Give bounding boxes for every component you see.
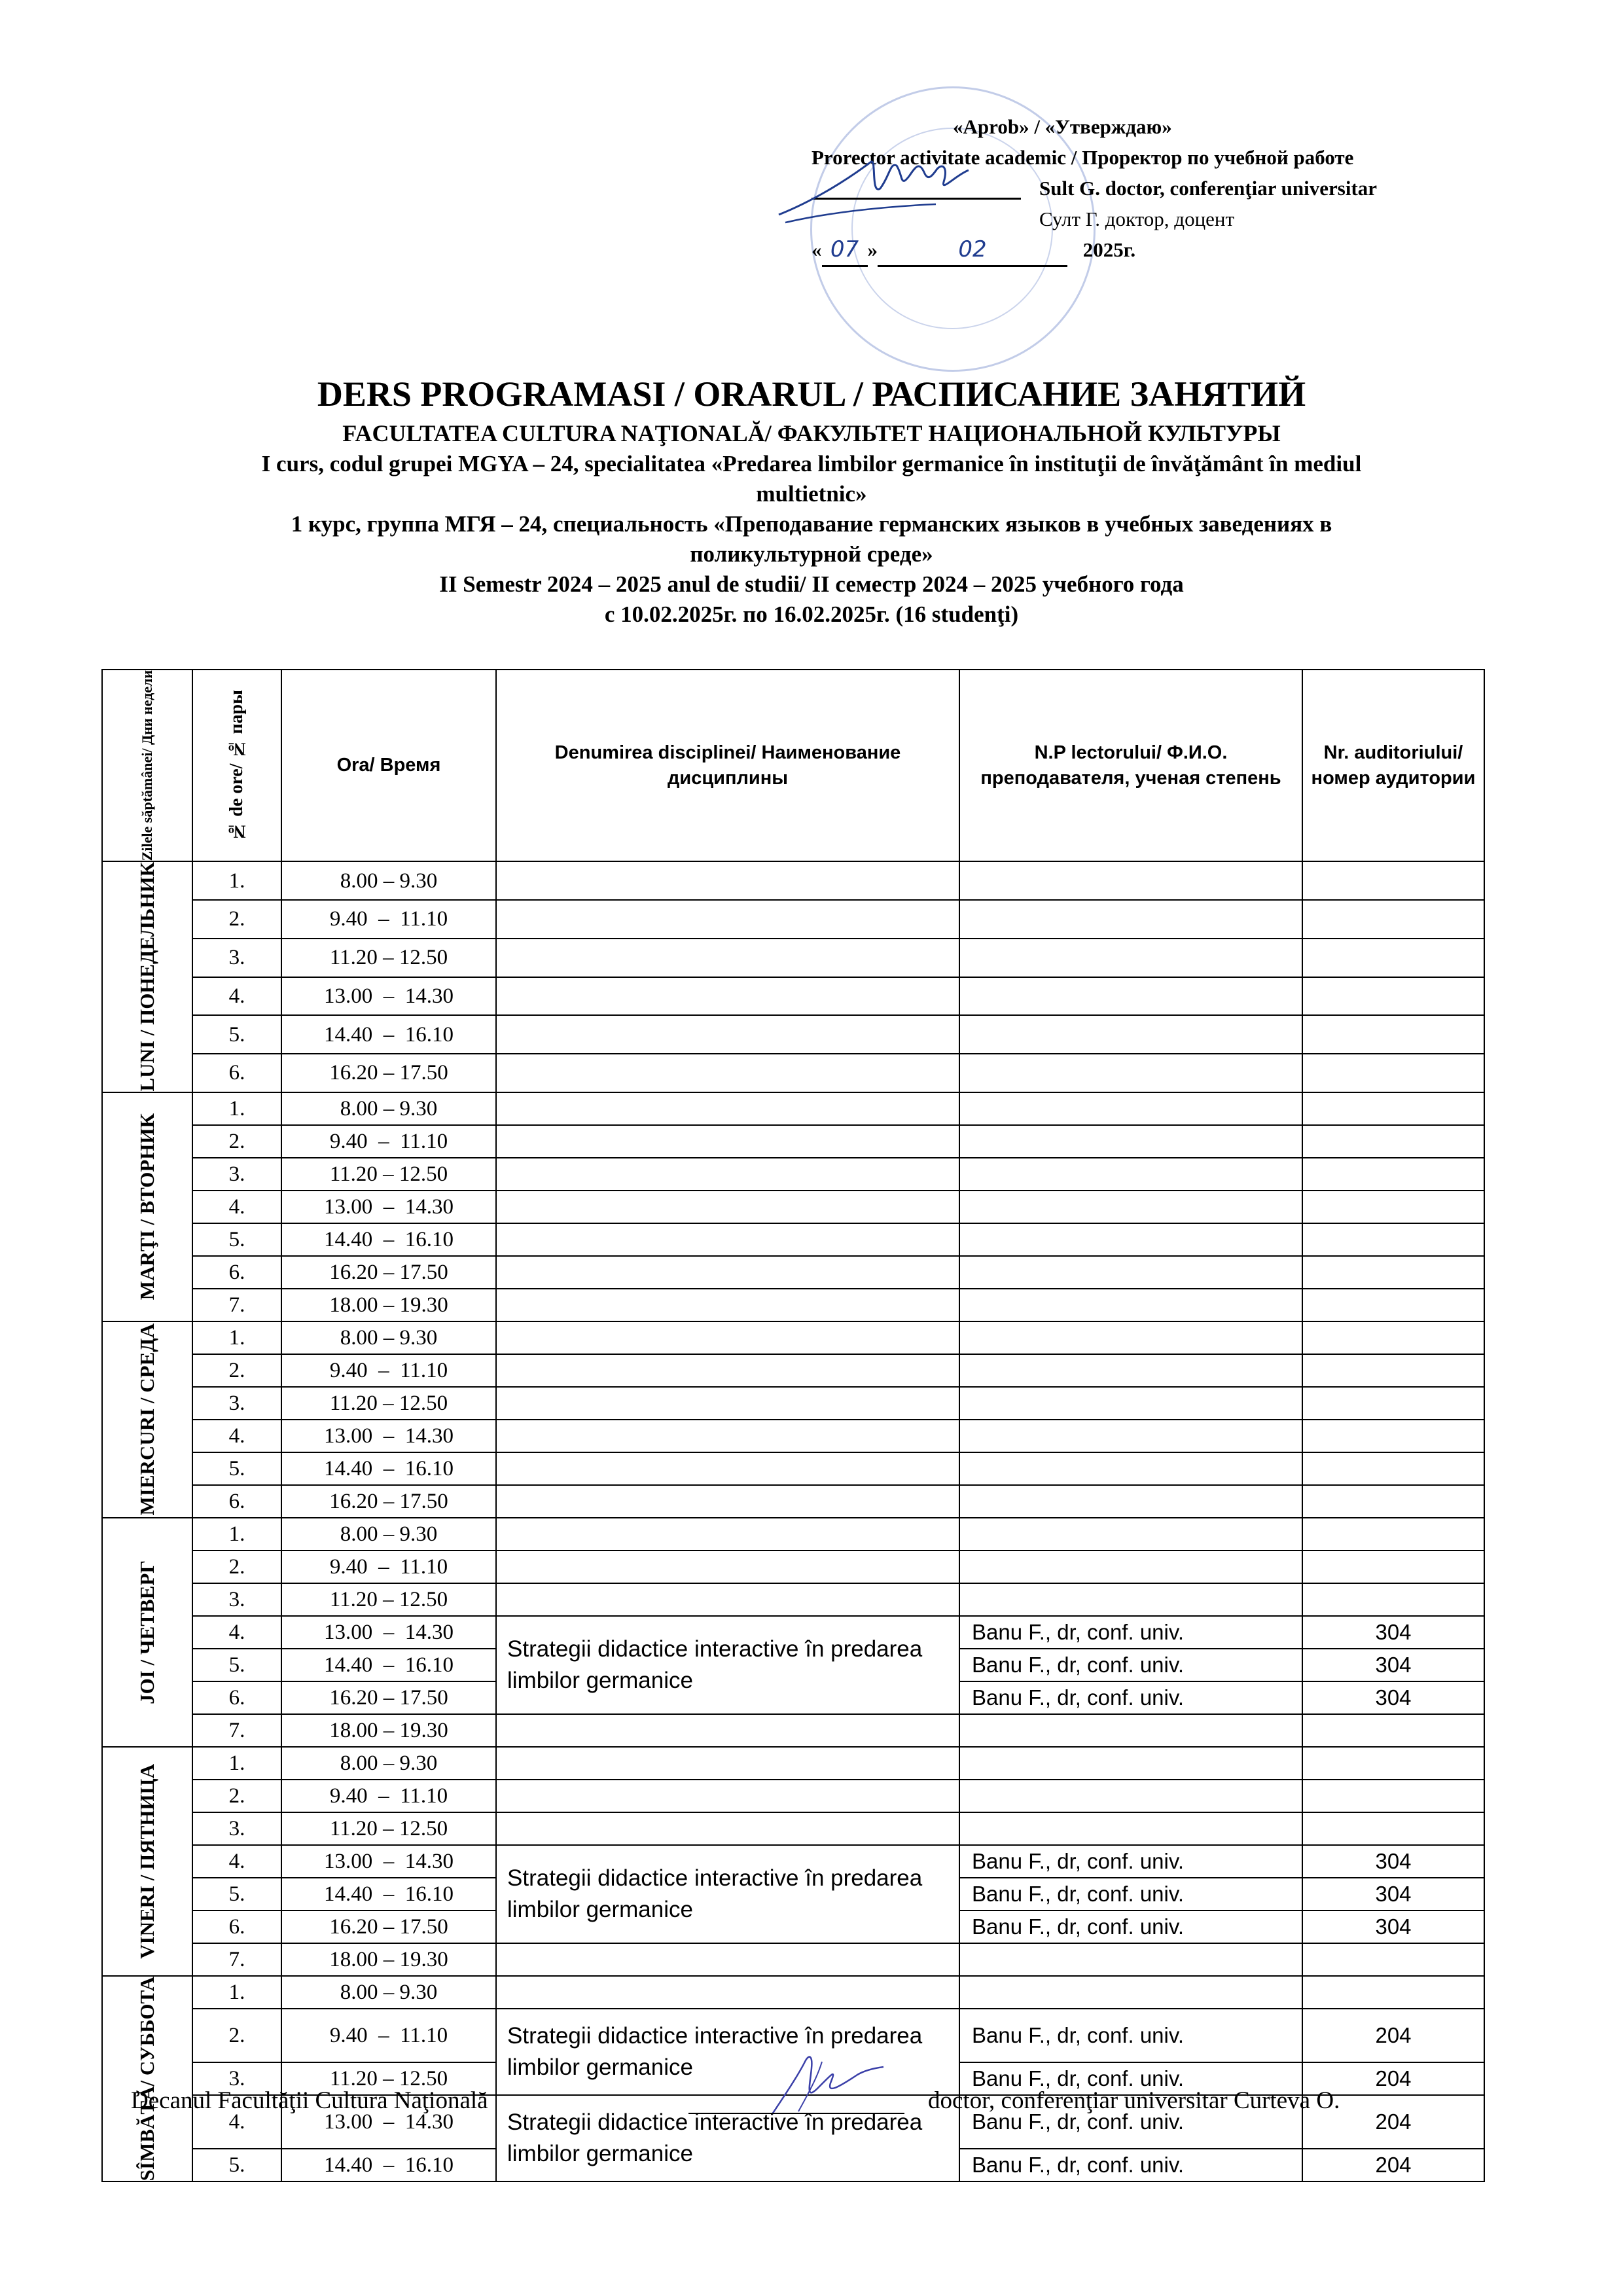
room-cell: 304: [1302, 1878, 1484, 1910]
slot-number: 5.: [192, 1649, 281, 1681]
discipline-cell: [496, 1583, 959, 1616]
document-title: DERS PROGRAMASI / ORARUL / РАСПИСАНИЕ ЗАНЯТИЙ: [317, 374, 1306, 414]
room-cell: [1302, 1191, 1484, 1223]
table-row: [102, 1015, 1484, 1054]
document-header: [98, 370, 1525, 630]
room-cell: [1302, 1125, 1484, 1158]
discipline-cell: [496, 1812, 959, 1845]
table-row: [102, 1518, 1484, 1551]
lecturer-cell: [959, 1812, 1302, 1845]
day-cell: [102, 1747, 192, 1976]
room-cell: [1302, 939, 1484, 977]
slot-number: 2.: [192, 1551, 281, 1583]
table-row: [102, 1321, 1484, 1354]
day-cell: [102, 861, 192, 1092]
day-cell: [102, 1321, 192, 1518]
discipline-cell: [496, 1054, 959, 1092]
slot-time: 16.20 – 17.50: [281, 1054, 496, 1092]
dean-label: Decanul Facultăţii Cultura Naţională: [131, 2087, 488, 2114]
slot-time: 14.40 – 16.10: [281, 1015, 496, 1054]
slot-number: 3.: [192, 1387, 281, 1420]
room-cell: [1302, 1321, 1484, 1354]
slot-time: 8.00 – 9.30: [281, 1321, 496, 1354]
slot-number: 5.: [192, 1015, 281, 1054]
date-quote-open: «: [812, 238, 822, 261]
col-header-room: Nr. auditoriului/ номер аудитории: [1302, 670, 1484, 861]
lecturer-cell: [959, 977, 1302, 1016]
slot-number: 3.: [192, 1583, 281, 1616]
discipline-cell: [496, 1452, 959, 1485]
prorector-name-ru: Султ Г. доктор, доцент: [1039, 207, 1235, 230]
discipline-cell: Strategii didactice interactive în predarea limbilor germanice: [496, 1845, 959, 1943]
slot-time: 14.40 – 16.10: [281, 1649, 496, 1681]
slot-time: 13.00 – 14.30: [281, 2095, 496, 2149]
slot-number: 1.: [192, 861, 281, 900]
room-cell: [1302, 1812, 1484, 1845]
slot-number: 4.: [192, 1845, 281, 1878]
discipline-cell: [496, 1387, 959, 1420]
col-header-discipline: Denumirea disciplinei/ Наименование дисциплины: [496, 670, 959, 861]
col-header-number: № de ore/ № пары: [192, 670, 281, 861]
slot-time: 14.40 – 16.10: [281, 2149, 496, 2181]
table-row: [102, 1125, 1484, 1158]
slot-time: 11.20 – 12.50: [281, 1158, 496, 1191]
discipline-cell: [496, 1943, 959, 1976]
slot-number: 5.: [192, 1223, 281, 1256]
room-cell: [1302, 861, 1484, 900]
room-cell: [1302, 1780, 1484, 1812]
dean-signature-line: [688, 2113, 904, 2114]
lecturer-cell: [959, 1780, 1302, 1812]
room-cell: [1302, 977, 1484, 1016]
room-cell: 204: [1302, 2009, 1484, 2062]
slot-number: 1.: [192, 1092, 281, 1125]
discipline-cell: [496, 1321, 959, 1354]
date-year: 2025г.: [1082, 238, 1136, 261]
col-header-day: Zilele săptămânei/ Дни недели: [102, 670, 192, 861]
slot-number: 4.: [192, 2095, 281, 2149]
table-row: [102, 1289, 1484, 1321]
day-name: MIERCURI / СРЕДА: [135, 1323, 158, 1516]
table-row: [102, 861, 1484, 900]
lecturer-cell: [959, 1452, 1302, 1485]
lecturer-cell: [959, 1054, 1302, 1092]
table-row: [102, 1780, 1484, 1812]
slot-number: 3.: [192, 1158, 281, 1191]
slot-time: 16.20 – 17.50: [281, 1681, 496, 1714]
date-day-field: [822, 234, 868, 267]
slot-number: 2.: [192, 1125, 281, 1158]
lecturer-cell: [959, 1518, 1302, 1551]
slot-time: 14.40 – 16.10: [281, 1452, 496, 1485]
slot-number: 3.: [192, 2062, 281, 2095]
slot-number: 3.: [192, 1812, 281, 1845]
slot-number: 3.: [192, 939, 281, 977]
discipline-cell: [496, 1420, 959, 1452]
lecturer-cell: Banu F., dr, conf. univ.: [959, 2095, 1302, 2149]
date-quote-close: »: [867, 238, 878, 261]
room-cell: 204: [1302, 2062, 1484, 2095]
slot-number: 1.: [192, 1976, 281, 2009]
room-cell: [1302, 1158, 1484, 1191]
prorector-name-ro: [812, 173, 1486, 204]
lecturer-cell: [959, 1015, 1302, 1054]
lecturer-cell: Banu F., dr, conf. univ.: [959, 2009, 1302, 2062]
slot-time: 11.20 – 12.50: [281, 1583, 496, 1616]
date-day: 07: [830, 236, 859, 262]
slot-number: 1.: [192, 1747, 281, 1780]
room-cell: [1302, 1943, 1484, 1976]
slot-number: 2.: [192, 900, 281, 939]
slot-time: 16.20 – 17.50: [281, 1256, 496, 1289]
slot-time: 13.00 – 14.30: [281, 1191, 496, 1223]
discipline-cell: [496, 1518, 959, 1551]
lecturer-cell: Banu F., dr, conf. univ.: [959, 2062, 1302, 2095]
slot-time: 13.00 – 14.30: [281, 977, 496, 1016]
slot-time: 14.40 – 16.10: [281, 1878, 496, 1910]
discipline-cell: [496, 1780, 959, 1812]
approval-date: [812, 234, 1486, 267]
lecturer-cell: [959, 1583, 1302, 1616]
slot-time: 8.00 – 9.30: [281, 1518, 496, 1551]
lecturer-cell: [959, 1092, 1302, 1125]
slot-number: 1.: [192, 1321, 281, 1354]
lecturer-cell: Banu F., dr, conf. univ.: [959, 1616, 1302, 1649]
slot-number: 7.: [192, 1289, 281, 1321]
table-row: [102, 1092, 1484, 1125]
room-cell: [1302, 1354, 1484, 1387]
day-cell: [102, 1976, 192, 2181]
lecturer-cell: [959, 1485, 1302, 1518]
room-cell: [1302, 900, 1484, 939]
slot-time: 11.20 – 12.50: [281, 1387, 496, 1420]
lecturer-cell: [959, 1551, 1302, 1583]
group-ro-line1: I curs, codul grupei MGYA – 24, specialitatea «Predarea limbilor germanice în instituţii de învăţământ în mediul: [261, 451, 1362, 476]
table-row: [102, 977, 1484, 1016]
lecturer-cell: [959, 900, 1302, 939]
slot-time: 16.20 – 17.50: [281, 1910, 496, 1943]
discipline-cell: Strategii didactice interactive în predarea limbilor germanice: [496, 2009, 959, 2095]
table-row: [102, 1485, 1484, 1518]
room-cell: 304: [1302, 1910, 1484, 1943]
room-cell: 304: [1302, 1681, 1484, 1714]
table-row: [102, 1387, 1484, 1420]
slot-number: 5.: [192, 1452, 281, 1485]
discipline-cell: [496, 977, 959, 1016]
lecturer-cell: [959, 1289, 1302, 1321]
slot-number: 6.: [192, 1681, 281, 1714]
dean-signature: [759, 2049, 890, 2121]
discipline-cell: [496, 1289, 959, 1321]
room-cell: [1302, 1054, 1484, 1092]
discipline-cell: [496, 900, 959, 939]
room-cell: 304: [1302, 1649, 1484, 1681]
room-cell: [1302, 1452, 1484, 1485]
discipline-cell: [496, 939, 959, 977]
slot-time: 8.00 – 9.30: [281, 1976, 496, 2009]
slot-number: 4.: [192, 1420, 281, 1452]
table-row: [102, 1812, 1484, 1845]
prorector-name-ro-text: Sult G. doctor, conferenţiar universitar: [1039, 177, 1378, 200]
table-row: [102, 1191, 1484, 1223]
lecturer-cell: Banu F., dr, conf. univ.: [959, 1910, 1302, 1943]
table-row: [102, 1551, 1484, 1583]
slot-time: 9.40 – 11.10: [281, 1354, 496, 1387]
discipline-cell: Strategii didactice interactive în predarea limbilor germanice: [496, 1616, 959, 1714]
slot-number: 6.: [192, 1256, 281, 1289]
slot-number: 2.: [192, 1354, 281, 1387]
approval-block: [812, 111, 1486, 267]
discipline-cell: [496, 1223, 959, 1256]
date-month-field: [878, 234, 1067, 267]
room-cell: 304: [1302, 1845, 1484, 1878]
lecturer-cell: Banu F., dr, conf. univ.: [959, 1878, 1302, 1910]
semester: II Semestr 2024 – 2025 anul de studii/ II семестр 2024 – 2025 учебного года: [439, 571, 1184, 597]
discipline-cell: [496, 1015, 959, 1054]
approve-label: «Aprob» / «Утверждаю»: [953, 115, 1172, 138]
slot-number: 4.: [192, 977, 281, 1016]
day-name: SÎMBĂTĂ/ СУББОТА: [135, 1976, 158, 2181]
slot-time: 13.00 – 14.30: [281, 1420, 496, 1452]
table-row: [102, 900, 1484, 939]
table-row: [102, 1256, 1484, 1289]
lecturer-cell: [959, 1223, 1302, 1256]
table-row: [102, 1054, 1484, 1092]
slot-number: 4.: [192, 1191, 281, 1223]
discipline-cell: [496, 1125, 959, 1158]
slot-number: 7.: [192, 1714, 281, 1747]
room-cell: [1302, 1387, 1484, 1420]
slot-time: 13.00 – 14.30: [281, 1616, 496, 1649]
group-ru-line2: поликультурной среде»: [690, 541, 933, 567]
lecturer-cell: [959, 1387, 1302, 1420]
lecturer-cell: [959, 1191, 1302, 1223]
room-cell: [1302, 1714, 1484, 1747]
lecturer-cell: [959, 1256, 1302, 1289]
slot-time: 9.40 – 11.10: [281, 1551, 496, 1583]
dean-name: doctor, conferenţiar universitar Curteva O.: [928, 2087, 1340, 2114]
slot-number: 2.: [192, 2009, 281, 2062]
discipline-cell: [496, 1354, 959, 1387]
faculty-name: FACULTATEA CULTURA NAŢIONALĂ/ ФАКУЛЬТЕТ НАЦИОНАЛЬНОЙ КУЛЬТУРЫ: [342, 420, 1281, 446]
room-cell: [1302, 1223, 1484, 1256]
room-cell: [1302, 1289, 1484, 1321]
slot-number: 6.: [192, 1485, 281, 1518]
slot-number: 2.: [192, 1780, 281, 1812]
room-cell: [1302, 1485, 1484, 1518]
lecturer-cell: [959, 1158, 1302, 1191]
lecturer-cell: [959, 861, 1302, 900]
lecturer-cell: [959, 1976, 1302, 2009]
table-row: [102, 1583, 1484, 1616]
room-cell: [1302, 1015, 1484, 1054]
room-cell: [1302, 1583, 1484, 1616]
group-ru-line1: 1 курс, группа МГЯ – 24, специальность «Преподавание германских языков в учебных заведениях в: [291, 511, 1332, 537]
discipline-cell: [496, 1976, 959, 2009]
slot-number: 5.: [192, 2149, 281, 2181]
lecturer-cell: Banu F., dr, conf. univ.: [959, 1845, 1302, 1878]
slot-number: 6.: [192, 1910, 281, 1943]
lecturer-cell: [959, 1943, 1302, 1976]
discipline-cell: [496, 1158, 959, 1191]
room-cell: 204: [1302, 2149, 1484, 2181]
slot-time: 18.00 – 19.30: [281, 1714, 496, 1747]
day-name: VINERI / ПЯТНИЦА: [135, 1763, 158, 1959]
room-cell: [1302, 1976, 1484, 2009]
discipline-cell: Strategii didactice interactive în predarea limbilor germanice: [496, 2095, 959, 2181]
table-row: [102, 1616, 1484, 1649]
discipline-cell: [496, 1551, 959, 1583]
prorector-role: Prorector activitate academic / Проректор по учебной работе: [812, 146, 1354, 169]
day-name: JOI / ЧЕТВЕРГ: [135, 1560, 158, 1704]
slot-time: 9.40 – 11.10: [281, 1125, 496, 1158]
slot-number: 6.: [192, 1054, 281, 1092]
room-cell: [1302, 1551, 1484, 1583]
discipline-cell: [496, 1747, 959, 1780]
slot-number: 4.: [192, 1616, 281, 1649]
slot-number: 7.: [192, 1943, 281, 1976]
lecturer-cell: Banu F., dr, conf. univ.: [959, 2149, 1302, 2181]
table-row: [102, 1452, 1484, 1485]
table-row: [102, 1976, 1484, 2009]
slot-number: 5.: [192, 1878, 281, 1910]
discipline-cell: [496, 1256, 959, 1289]
slot-time: 11.20 – 12.50: [281, 1812, 496, 1845]
discipline-cell: [496, 1092, 959, 1125]
col-header-lecturer: N.P lectorului/ Ф.И.О. преподавателя, ученая степень: [959, 670, 1302, 861]
table-header-row: [102, 670, 1484, 861]
table-row: [102, 1420, 1484, 1452]
day-name: LUNI / ПОНЕДЕЛЬНИК: [135, 862, 158, 1092]
schedule-table: [101, 669, 1485, 2182]
slot-time: 13.00 – 14.30: [281, 1845, 496, 1878]
schedule-body: [102, 861, 1484, 2181]
lecturer-cell: [959, 1714, 1302, 1747]
discipline-cell: [496, 1714, 959, 1747]
slot-time: 18.00 – 19.30: [281, 1289, 496, 1321]
slot-time: 14.40 – 16.10: [281, 1223, 496, 1256]
discipline-cell: [496, 1191, 959, 1223]
lecturer-cell: Banu F., dr, conf. univ.: [959, 1681, 1302, 1714]
table-row: [102, 1714, 1484, 1747]
lecturer-cell: [959, 1354, 1302, 1387]
room-cell: [1302, 1747, 1484, 1780]
slot-time: 11.20 – 12.50: [281, 939, 496, 977]
lecturer-cell: [959, 1420, 1302, 1452]
table-row: [102, 1158, 1484, 1191]
lecturer-cell: [959, 939, 1302, 977]
table-row: [102, 1943, 1484, 1976]
discipline-cell: [496, 861, 959, 900]
room-cell: 204: [1302, 2095, 1484, 2149]
group-ro-line2: multietnic»: [756, 481, 867, 507]
period: с 10.02.2025г. по 16.02.2025г. (16 studenţi): [604, 601, 1019, 627]
lecturer-cell: [959, 1125, 1302, 1158]
day-name: MARŢI / ВТОРНИК: [135, 1113, 158, 1300]
slot-time: 9.40 – 11.10: [281, 2009, 496, 2062]
slot-time: 8.00 – 9.30: [281, 1092, 496, 1125]
slot-time: 9.40 – 11.10: [281, 1780, 496, 1812]
room-cell: 304: [1302, 1616, 1484, 1649]
slot-time: 11.20 – 12.50: [281, 2062, 496, 2095]
day-cell: [102, 1518, 192, 1747]
lecturer-cell: [959, 1321, 1302, 1354]
table-row: [102, 939, 1484, 977]
day-cell: [102, 1092, 192, 1321]
slot-time: 9.40 – 11.10: [281, 900, 496, 939]
slot-time: 16.20 – 17.50: [281, 1485, 496, 1518]
table-row: [102, 1223, 1484, 1256]
date-month: 02: [958, 236, 987, 262]
room-cell: [1302, 1256, 1484, 1289]
room-cell: [1302, 1092, 1484, 1125]
col-header-time: Ora/ Время: [281, 670, 496, 861]
table-row: [102, 1845, 1484, 1878]
slot-time: 18.00 – 19.30: [281, 1943, 496, 1976]
room-cell: [1302, 1420, 1484, 1452]
discipline-cell: [496, 1485, 959, 1518]
slot-number: 1.: [192, 1518, 281, 1551]
lecturer-cell: [959, 1747, 1302, 1780]
lecturer-cell: Banu F., dr, conf. univ.: [959, 1649, 1302, 1681]
slot-time: 8.00 – 9.30: [281, 1747, 496, 1780]
room-cell: [1302, 1518, 1484, 1551]
table-row: [102, 1354, 1484, 1387]
slot-time: 8.00 – 9.30: [281, 861, 496, 900]
table-row: [102, 1747, 1484, 1780]
